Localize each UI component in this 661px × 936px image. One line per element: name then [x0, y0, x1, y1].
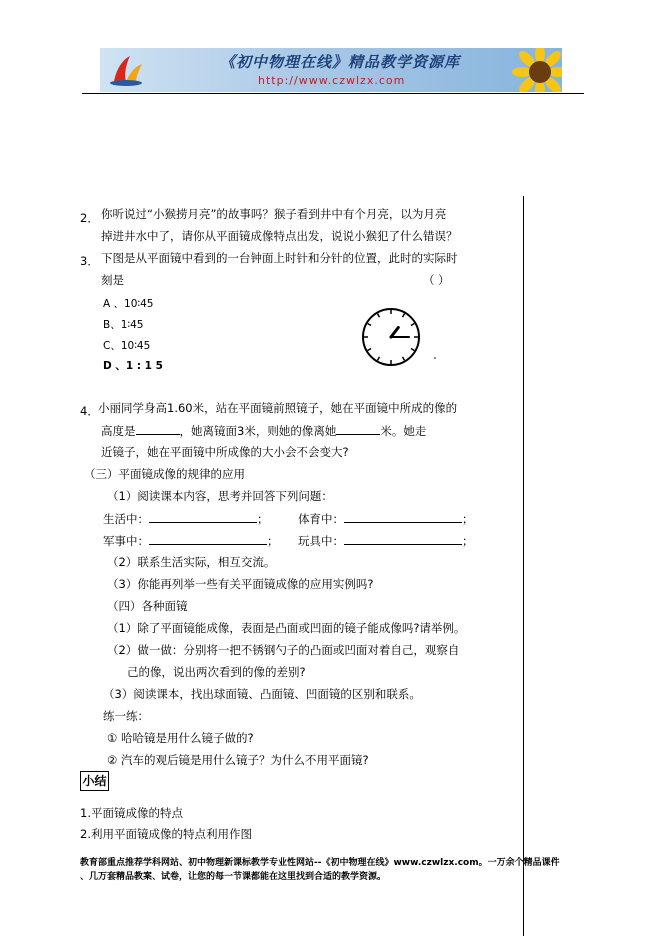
q4-number: 4．	[80, 404, 99, 418]
practice-q2: ② 汽车的观后镜是用什么镜子？为什么不用平面镜?	[107, 753, 369, 767]
sec4-item2-line2: 己的像，说出两次看到的像的差别?	[127, 665, 306, 679]
footer-line2: 、几万套精品教案、试卷，让您的每一节课都能在这里找到合适的教学资源。	[80, 872, 387, 882]
header-rule	[82, 93, 584, 94]
q3-answer-paren: （ ）	[423, 273, 450, 287]
sports-blank[interactable]	[344, 511, 462, 523]
site-logo	[106, 52, 146, 88]
q4-line2-part2: ，她离镜面3米，则她的像离她	[179, 424, 337, 438]
banner-url[interactable]: http://www.czwlzx.com	[258, 74, 406, 87]
sec3-toys-row	[298, 533, 474, 548]
sec3-military-row	[103, 533, 279, 548]
q3-option-d: D 、1 : 1 5	[103, 360, 163, 372]
q2-line1: 你听说过“小猴捞月亮”的故事吗？猴子看到井中有个月亮，以为月亮	[101, 207, 447, 221]
q3-line1: 下图是从平面镜中看到的一台钟面上时针和分针的位置，此时的实际时	[101, 251, 458, 265]
life-blank[interactable]	[149, 511, 257, 523]
summary-item2: 2.利用平面镜成像的特点利用作图	[80, 827, 252, 841]
clock-tick	[378, 357, 380, 360]
military-semicolon: ；	[267, 534, 279, 548]
header-banner	[100, 48, 562, 92]
clock-tick	[411, 324, 414, 326]
section-3-title: （三）平面镜成像的规律的应用	[84, 467, 245, 481]
summary-item1: 1.平面镜成像的特点	[80, 806, 183, 820]
summary-box: 小结	[80, 771, 109, 791]
q3-option-b: B、1∶45	[103, 319, 144, 331]
clock-face	[358, 306, 438, 368]
military-label: 军事中：	[103, 534, 149, 548]
q3-option-c: C、10∶45	[103, 340, 151, 352]
section-4-title: （四）各种面镜	[107, 599, 188, 613]
sec3-item3: （3）你能再列举一些有关平面镜成像的应用实例吗?	[107, 577, 374, 591]
practice-q1: ① 哈哈镜是用什么镜子做的?	[107, 731, 254, 745]
q4-blank-distance[interactable]	[336, 423, 380, 435]
q3-number: 3．	[80, 254, 99, 268]
military-blank[interactable]	[149, 533, 267, 545]
q4-line2-part1: 高度是	[101, 424, 136, 438]
clock-tick	[368, 324, 371, 326]
sunflower-icon	[512, 48, 562, 92]
q2-line2: 掉进井水中了，请你从平面镜成像特点出发，说说小猴犯了什么错误？	[101, 229, 458, 243]
sec3-item2: （2）联系生活实际，相互交流。	[107, 555, 276, 569]
sec3-item1: （1）阅读课本内容，思考并回答下列问题：	[107, 489, 333, 503]
clock-tick	[403, 357, 405, 360]
toys-blank[interactable]	[344, 533, 462, 545]
q4-blank-height[interactable]	[136, 423, 180, 435]
sports-semicolon: ；	[462, 512, 474, 526]
sec4-item1: （1）除了平面镜能成像，表面是凸面或凹面的镜子能成像吗?请举例。	[107, 621, 466, 635]
q3-line2: 刻是	[101, 273, 124, 287]
clock-tick	[411, 349, 414, 351]
life-label: 生活中：	[103, 512, 149, 526]
q3-option-a: A 、10∶45	[103, 298, 154, 310]
toys-label: 玩具中：	[298, 534, 344, 548]
q2-number: 2．	[80, 211, 99, 225]
clock-hour-hand	[391, 327, 398, 337]
clock-tick	[378, 314, 380, 317]
sec3-life-row	[103, 511, 269, 526]
sec4-item2-line1: （2）做一做：分别将一把不锈钢勺子的凸面或凹面对着自己，观察自	[107, 643, 460, 657]
life-semicolon: ；	[257, 512, 269, 526]
q4-line2	[101, 423, 426, 438]
q4-line1: 小丽同学身高1.60米，站在平面镜前照镜子，她在平面镜中所成的像的	[98, 401, 458, 415]
clock-tick	[403, 314, 405, 317]
toys-semicolon: ；	[462, 534, 474, 548]
sports-label: 体育中：	[298, 512, 344, 526]
sec3-sports-row	[298, 511, 474, 526]
footer-line1: 教育部重点推荐学科网站、初中物理新课标教学专业性网站--《初中物理在线》www.czwlzx.com。一万余个精品课件	[80, 858, 560, 868]
q4-line2-part3: 米。她走	[380, 424, 427, 438]
practice-title: 练一练：	[103, 709, 149, 723]
sec4-item3: （3）阅读课本，找出球面镜、凸面镜、凹面镜的区别和联系。	[103, 687, 421, 701]
clock-tick	[368, 349, 371, 351]
q4-line3: 近镜子，她在平面镜中所成像的大小会不会变大?	[101, 445, 349, 459]
banner-title: 《初中物理在线》精品教学资源库	[220, 53, 461, 71]
margin-rule	[523, 196, 524, 936]
